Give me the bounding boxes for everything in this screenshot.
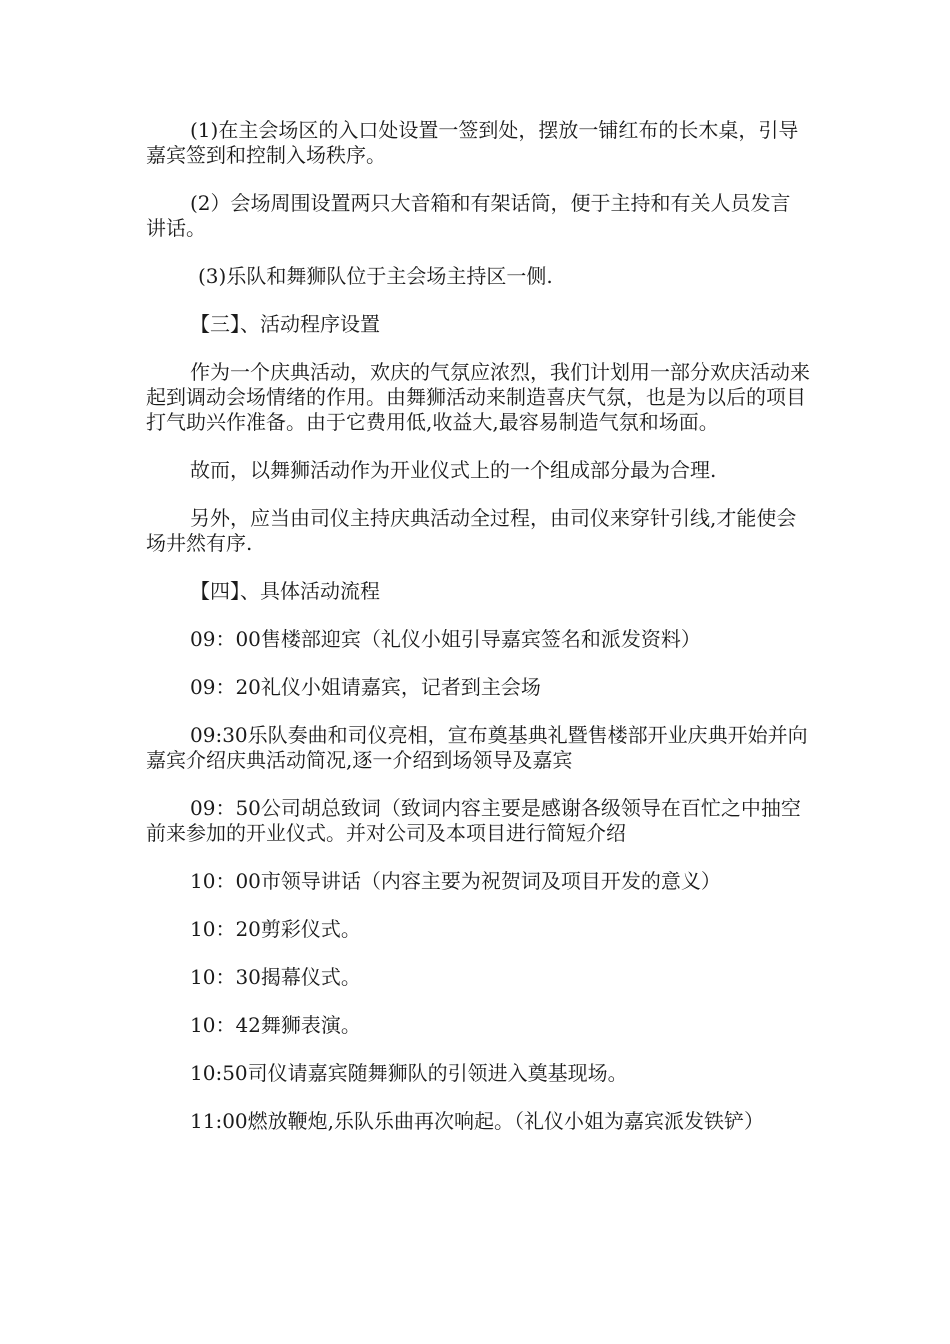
schedule-item: 10：30揭幕仪式。	[190, 965, 361, 989]
setup-item-1: (1)在主会场区的入口处设置一签到处，摆放一铺红布的长木桌，引导嘉宾签到和控制入场秩序。	[146, 118, 799, 167]
schedule-item: 10：42舞狮表演。	[190, 1013, 361, 1037]
setup-item-3: (3)乐队和舞狮队位于主会场主持区一侧.	[198, 264, 553, 288]
document-body	[146, 118, 810, 1157]
body-paragraph: 作为一个庆典活动，欢庆的气氛应浓烈，我们计划用一部分欢庆活动来起到调动会场情绪的作用。由舞狮活动来制造喜庆气氛，也是为以后的项目打气助兴作准备。由于它费用低,收益大,最容易制造气氛和场面。	[146, 360, 810, 434]
schedule-item: 09：20礼仪小姐请嘉宾，记者到主会场	[190, 675, 541, 699]
schedule-item: 09:30乐队奏曲和司仪亮相，宣布奠基典礼暨售楼部开业庆典开始并向嘉宾介绍庆典活动简况,逐一介绍到场领导及嘉宾	[146, 723, 808, 772]
body-paragraph: 故而，以舞狮活动作为开业仪式上的一个组成部分最为合理.	[190, 458, 717, 482]
section-heading-3: 【三】、活动程序设置	[190, 312, 380, 336]
schedule-item: 09：50公司胡总致词（致词内容主要是感谢各级领导在百忙之中抽空前来参加的开业仪式。并对公司及本项目进行简短介绍	[146, 796, 801, 845]
section-heading-4: 【四】、具体活动流程	[190, 579, 380, 603]
body-paragraph: 另外，应当由司仪主持庆典活动全过程，由司仪来穿针引线,才能使会场井然有序.	[146, 506, 797, 555]
schedule-item: 10：00市领导讲话（内容主要为祝贺词及项目开发的意义）	[190, 869, 721, 893]
schedule-item: 11:00燃放鞭炮,乐队乐曲再次响起。（礼仪小姐为嘉宾派发铁铲）	[190, 1109, 764, 1133]
schedule-item: 09：00售楼部迎宾（礼仪小姐引导嘉宾签名和派发资料）	[190, 627, 701, 651]
schedule-item: 10：20剪彩仪式。	[190, 917, 361, 941]
schedule-item: 10:50司仪请嘉宾随舞狮队的引领进入奠基现场。	[190, 1061, 628, 1085]
setup-item-2: (2）会场周围设置两只大音箱和有架话筒，便于主持和有关人员发言讲话。	[146, 191, 791, 240]
